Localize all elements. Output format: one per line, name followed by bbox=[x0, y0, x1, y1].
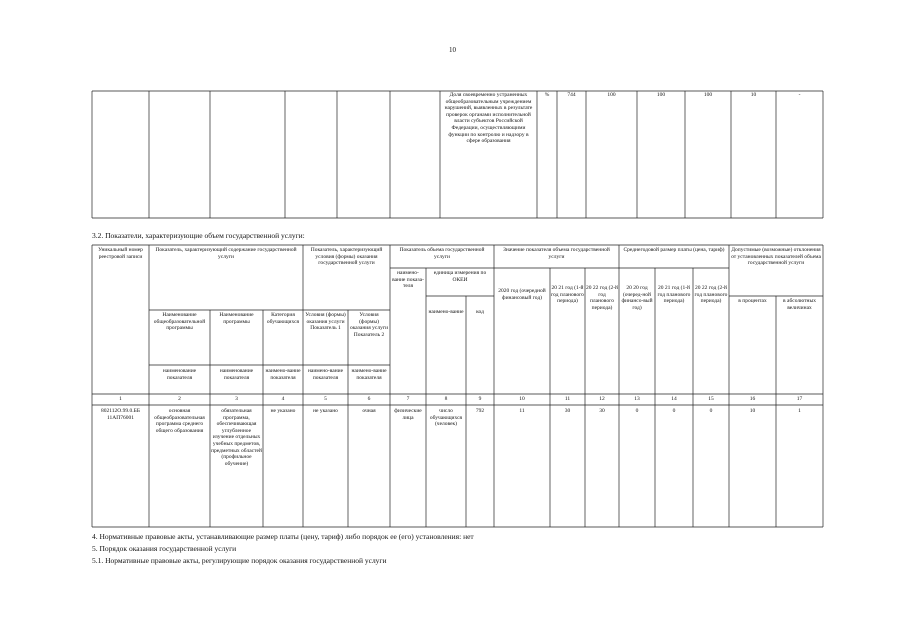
hdr-n1: наименование показателя bbox=[162, 368, 197, 381]
colnum-9: 9 bbox=[478, 396, 482, 402]
row-f1: 0 bbox=[635, 408, 639, 414]
hdr-avgfee: Среднегодовой размер платы (цена, тариф) bbox=[623, 247, 725, 253]
colnum-8: 8 bbox=[444, 396, 448, 402]
hdr-val-y1: 2020 год (очередной финансовый год) bbox=[498, 288, 546, 301]
hdr-c2: Наименование программы bbox=[219, 312, 254, 325]
hdr-vol-name: наимено-вание показа-теля bbox=[392, 270, 424, 290]
hdr-unit-code: код bbox=[476, 309, 484, 315]
row-f3: 0 bbox=[709, 408, 713, 414]
hdr-c5: Условия (формы) оказания услуги Показатель 2 bbox=[349, 312, 389, 338]
row-c5: очная bbox=[362, 408, 376, 414]
colnum-4: 4 bbox=[281, 396, 285, 402]
footer-line-5-1: 5.1. Нормативные правовые акты, регулирующие порядок оказания государственной услуги bbox=[92, 556, 387, 565]
top-code: 744 bbox=[567, 92, 576, 98]
colnum-6: 6 bbox=[367, 396, 371, 402]
hdr-c3: Категория обучающихся bbox=[266, 312, 300, 325]
row-v1: 11 bbox=[519, 408, 525, 414]
hdr-c4: Условия (формы) оказания услуги Показатель 1 bbox=[305, 312, 346, 332]
colnum-2: 2 bbox=[178, 396, 181, 402]
footer-line-5: 5. Порядок оказания государственной услуги bbox=[92, 544, 237, 553]
colnum-1: 1 bbox=[119, 396, 122, 402]
colnum-14: 14 bbox=[671, 396, 677, 402]
top-abs: - bbox=[798, 92, 801, 98]
row-unit-code: 792 bbox=[475, 408, 485, 414]
hdr-n2: наименование показателя bbox=[219, 368, 254, 381]
hdr-n4: наимено-вание показателя bbox=[307, 368, 344, 381]
hdr-unit-name: наимено-вание bbox=[428, 309, 464, 315]
row-f2: 0 bbox=[672, 408, 676, 414]
colnum-17: 17 bbox=[796, 396, 803, 402]
hdr-fee-y2: 20 21 год (1-й год планового периода) bbox=[657, 285, 691, 305]
row-c2: обязательная программа, обеспечивающая углубленное изучение отдельных учебных предметов, предметных областей (профильное обучение) bbox=[211, 408, 262, 467]
footer-line-4: 4. Нормативные правовые акты, устанавливающие размер платы (цену, тариф) либо порядок ее (его) установления: нет bbox=[92, 532, 474, 541]
hdr-c1: Наименование общеобразовательной программы bbox=[153, 312, 206, 332]
hdr-vol-unit: единица измерения по ОКЕИ bbox=[433, 270, 487, 283]
hdr-n5: наимено-вание показателя bbox=[351, 368, 387, 381]
row-v2: 30 bbox=[564, 408, 571, 414]
hdr-dev-pct: в процентах bbox=[738, 298, 767, 304]
top-v1: 100 bbox=[607, 92, 616, 98]
colnum-13: 13 bbox=[634, 396, 640, 402]
top-pct: 10 bbox=[750, 92, 757, 98]
colnum-5: 5 bbox=[324, 396, 327, 402]
row-dev-abs: 1 bbox=[798, 408, 801, 414]
hdr-fee-y1: 20 20 год (очеред-ной финансо-вый год) bbox=[621, 285, 653, 311]
colnum-3: 3 bbox=[235, 396, 238, 402]
colnum-11: 11 bbox=[564, 396, 571, 402]
hdr-deviation: Допустимые (возможные) отклонения от установленных показателей объема государственной услуги bbox=[731, 247, 821, 267]
top-unit: % bbox=[544, 92, 550, 98]
hdr-content: Показатель, характеризующий содержание государственной услуги bbox=[155, 247, 297, 260]
row-c3: не указано bbox=[270, 408, 296, 414]
hdr-volume: Показатель объема государственной услуги bbox=[399, 247, 485, 260]
hdr-unique: Уникальный номер реестровой записи bbox=[98, 247, 143, 260]
hdr-val-y3: 20 22 год (2-й год планового периода) bbox=[586, 285, 618, 311]
hdr-value: Значение показателя объема государственной услуги bbox=[503, 247, 610, 260]
row-v3: 30 bbox=[599, 408, 605, 414]
top-v3: 100 bbox=[703, 92, 713, 98]
colnum-10: 10 bbox=[519, 396, 525, 402]
row-vol-name: физические лица bbox=[394, 408, 422, 421]
hdr-fee-y3: 20 22 год (2-й год планового периода) bbox=[694, 285, 728, 305]
row-dev-pct: 10 bbox=[749, 408, 756, 414]
colnum-7: 7 bbox=[406, 396, 410, 402]
top-v2: 100 bbox=[656, 92, 666, 98]
hdr-val-y2: 20 21 год (1-й год планового периода) bbox=[551, 285, 584, 305]
page-number: 10 bbox=[449, 46, 456, 54]
colnum-12: 12 bbox=[599, 396, 605, 402]
hdr-conditions: Показатель, характеризующий условия (формы) оказания государственной услуги bbox=[310, 247, 383, 267]
hdr-n3: наимено-вание показателя bbox=[265, 368, 301, 381]
hdr-dev-abs: в абсолютных величинах bbox=[783, 298, 816, 311]
colnum-15: 15 bbox=[708, 396, 714, 402]
top-indicator: Доля своевременно устраненных общеобразовательным учреждением нарушений, выявленных в результате проверок органами исполнительной власти субъектов Российской Федерации, осуществляющими функции по контролю и надзору в сфере образования bbox=[444, 92, 533, 145]
colnum-16: 16 bbox=[749, 396, 756, 402]
row-unit-name: число обучающихся (человек) bbox=[429, 408, 463, 428]
row-code: 802112О.99.0.ББ 11АП76001 bbox=[101, 408, 140, 421]
row-c1: основная общеобразовательная программа среднего общего образования bbox=[154, 408, 205, 434]
row-c4: не указано bbox=[313, 408, 338, 414]
section-title: 3.2. Показатели, характеризующие объем государственной услуги: bbox=[92, 231, 305, 240]
